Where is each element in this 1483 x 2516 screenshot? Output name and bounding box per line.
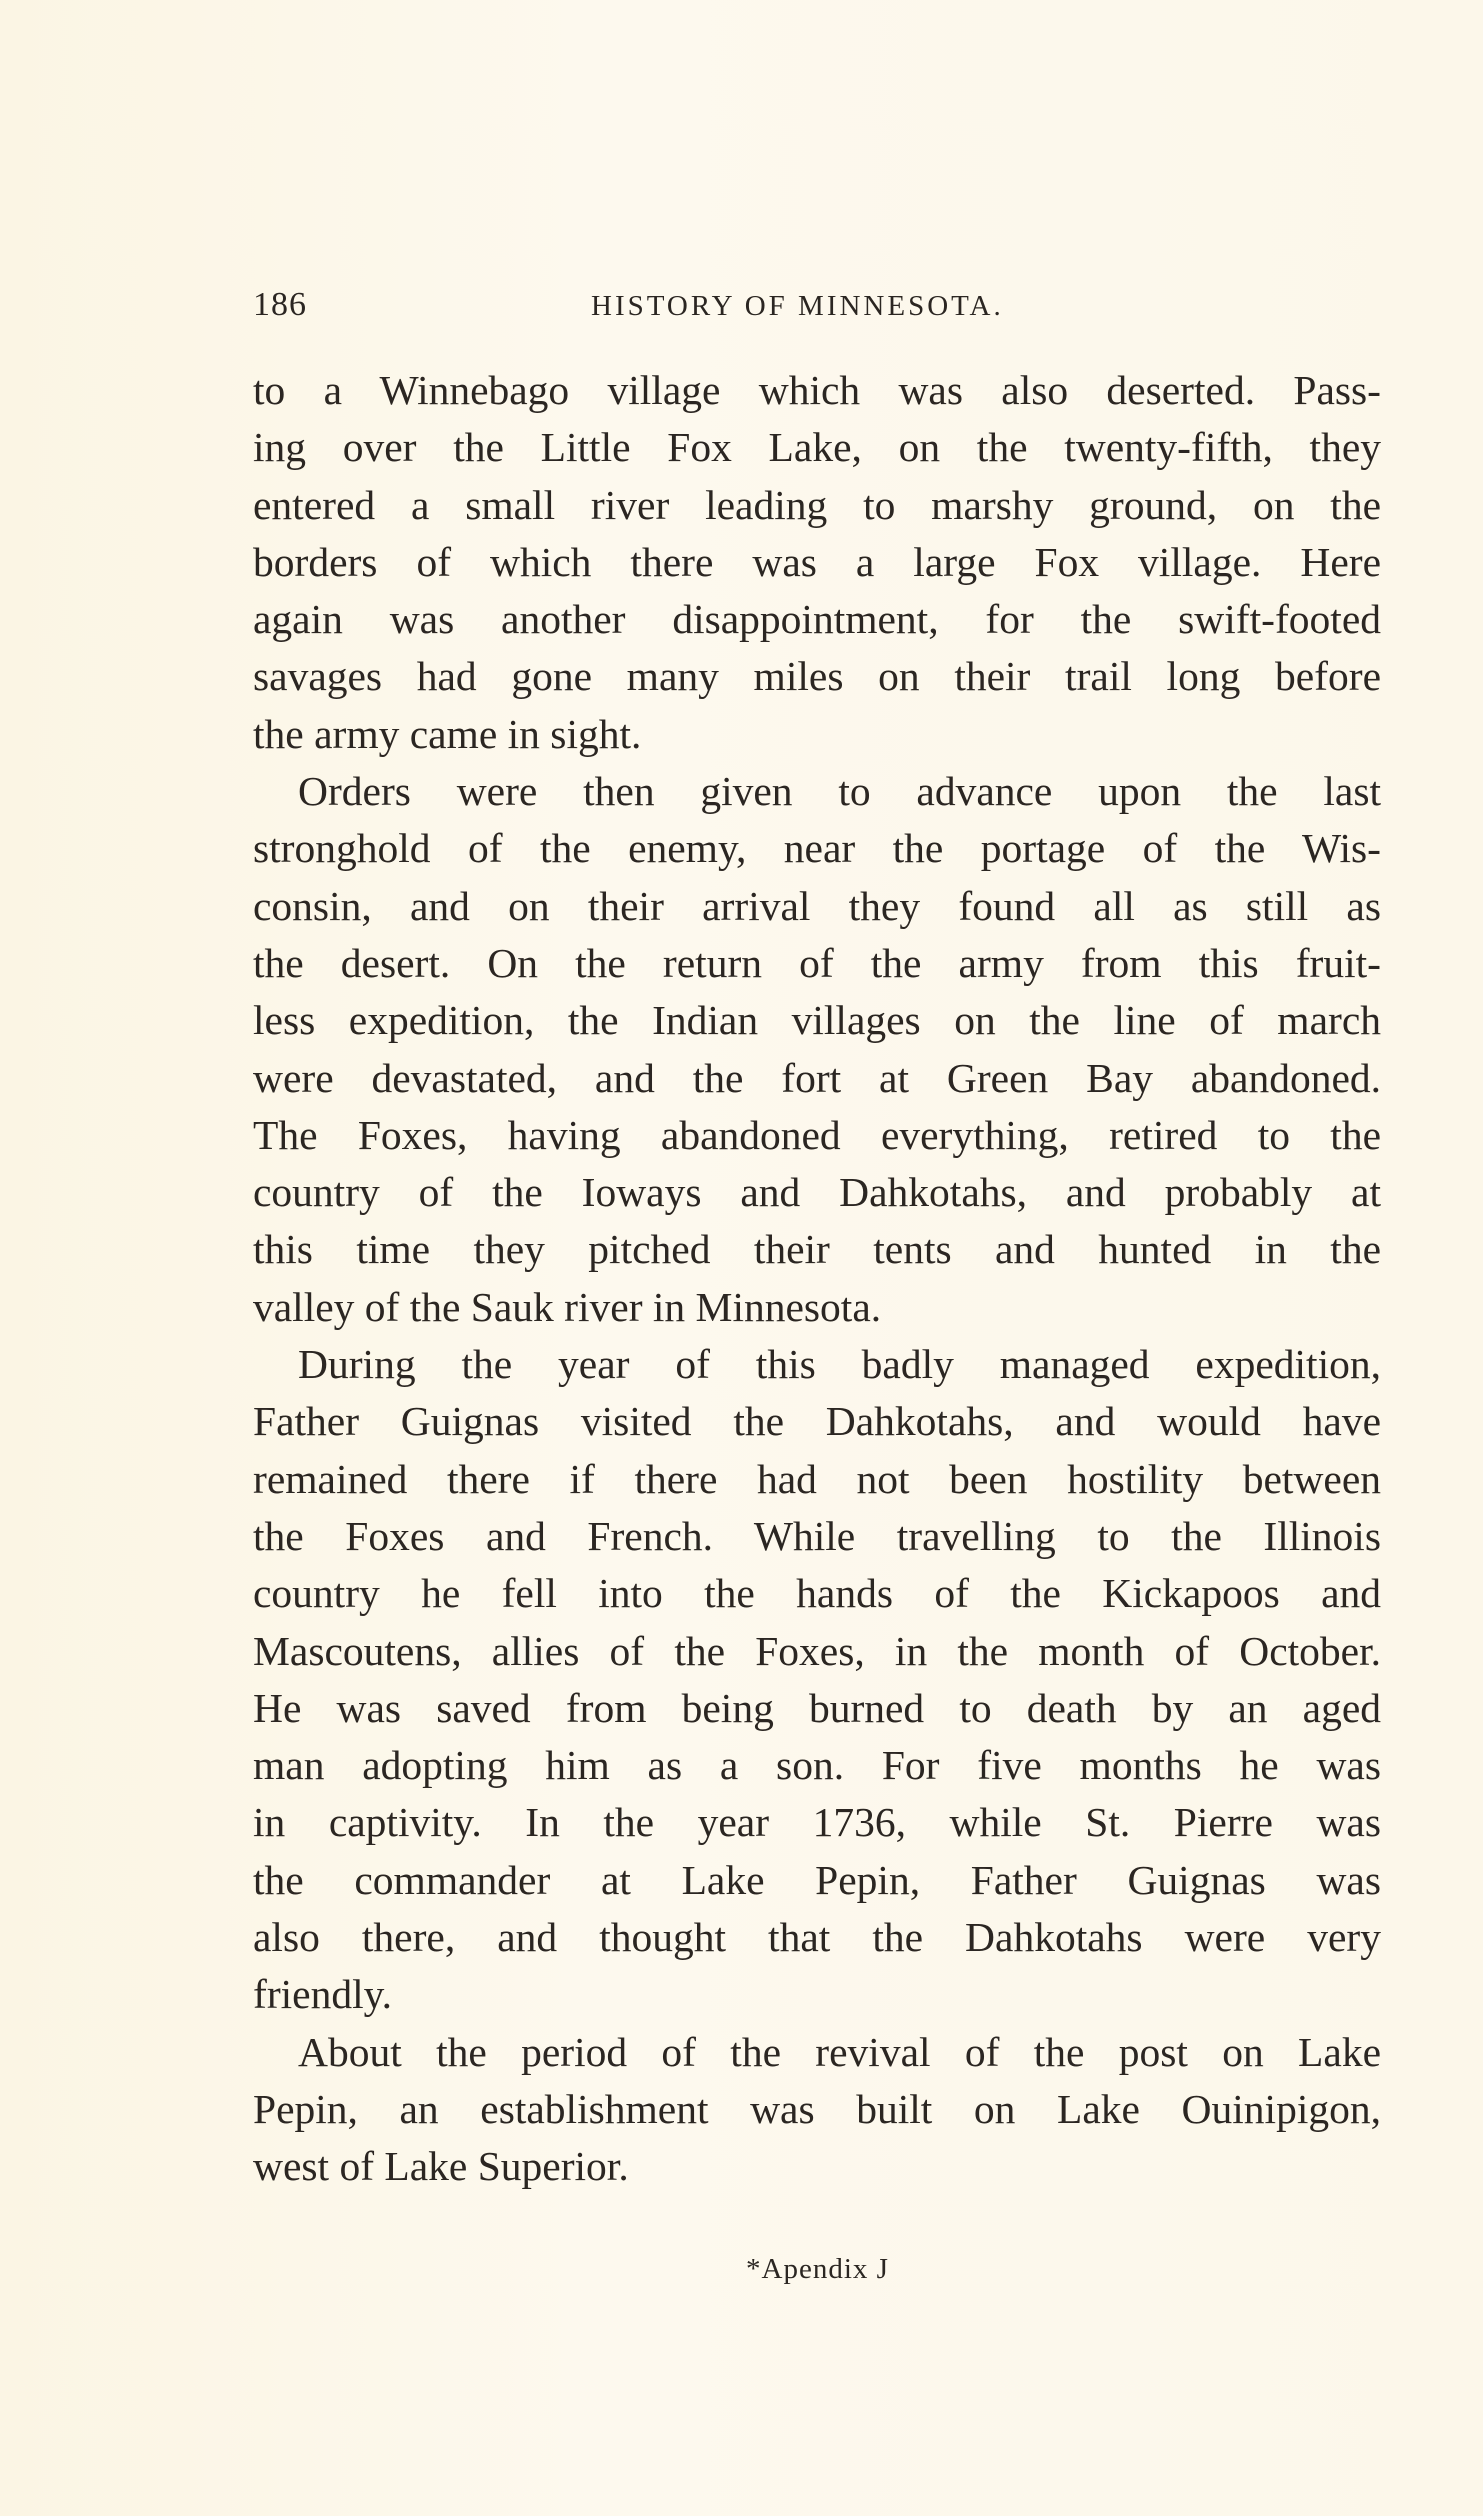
text-line: remained there if there had not been hostility between (253, 1455, 1381, 1502)
paragraph (253, 1336, 1381, 2024)
text-line: country of the Ioways and Dahkotahs, and probably at (253, 1169, 1381, 1216)
text-line: savages had gone many miles on their trail long before (253, 653, 1381, 700)
text-line: the desert. On the return of the army from this fruit- (253, 939, 1381, 986)
text-line: entered a small river leading to marshy ground, on the (253, 481, 1381, 528)
text-line: valley of the Sauk river in Minnesota. (253, 1283, 882, 1330)
text-line: to a Winnebago village which was also deserted. Pass- (253, 367, 1381, 413)
paragraph (253, 763, 1381, 1336)
text-line: borders of which there was a large Fox village. Here (253, 538, 1381, 585)
text-line: the commander at Lake Pepin, Father Guignas was (253, 1856, 1381, 1903)
text-line: man adopting him as a son. For five months he was (253, 1742, 1381, 1789)
page-header (253, 286, 1401, 336)
footnote: *Apendix J (746, 2253, 889, 2285)
text-line: were devastated, and the fort at Green Bay abandoned. (253, 1054, 1381, 1101)
text-line: During the year of this badly managed expedition, (298, 1341, 1381, 1388)
text-line: Orders were then given to advance upon the last (298, 768, 1381, 815)
page-number: 186 (253, 286, 307, 323)
text-line: the Foxes and French. While travelling to the Illinois (253, 1512, 1381, 1559)
text-line: About the period of the revival of the post on Lake (298, 2028, 1381, 2075)
text-line: Pepin, an establishment was built on Lake Ouinipigon, (253, 2085, 1381, 2132)
text-line: The Foxes, having abandoned everything, retired to the (253, 1111, 1381, 1158)
text-line: He was saved from being burned to death by an aged (253, 1684, 1381, 1731)
text-line: friendly. (253, 1971, 393, 2018)
text-line: west of Lake Superior. (253, 2143, 629, 2190)
text-line: less expedition, the Indian villages on the line of march (253, 997, 1381, 1044)
text-line: ing over the Little Fox Lake, on the twenty-fifth, they (253, 424, 1381, 471)
text-line: consin, and on their arrival they found all as still as (253, 882, 1381, 929)
text-line: Father Guignas visited the Dahkotahs, and would have (253, 1398, 1381, 1445)
text-line: country he fell into the hands of the Kickapoos and (253, 1570, 1381, 1617)
text-line: Mascoutens, allies of the Foxes, in the month of October. (253, 1627, 1381, 1674)
paragraph (253, 362, 1381, 763)
text-line: this time they pitched their tents and hunted in the (253, 1226, 1381, 1273)
text-line: again was another disappointment, for the swift-footed (253, 596, 1381, 643)
text-line: the army came in sight. (253, 710, 642, 757)
body-text (253, 362, 1381, 2196)
running-title: HISTORY OF MINNESOTA. (591, 290, 1004, 322)
paragraph (253, 2024, 1381, 2196)
text-line: also there, and thought that the Dahkotahs were very (253, 1914, 1381, 1961)
text-line: in captivity. In the year 1736, while St. Pierre was (253, 1799, 1381, 1846)
text-line: stronghold of the enemy, near the portage of the Wis- (253, 825, 1381, 872)
